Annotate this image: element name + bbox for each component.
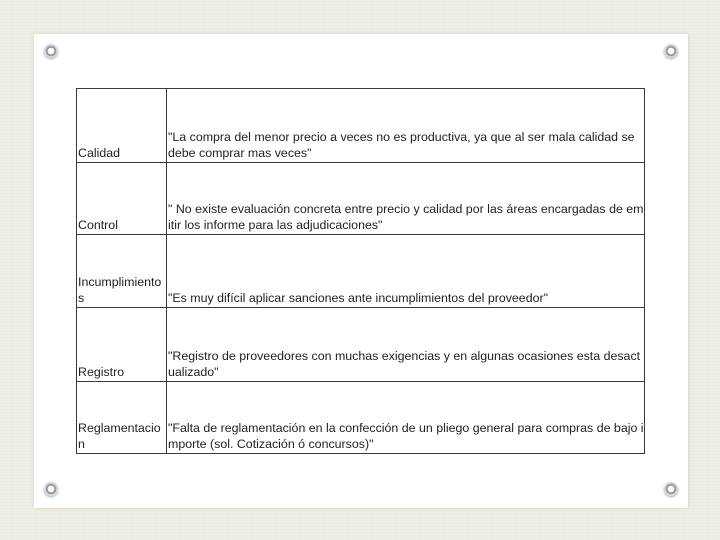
slide — [34, 34, 688, 508]
description-cell: "Registro de proveedores con muchas exigencias y en algunas ocasiones esta desactualizado" — [167, 308, 645, 382]
category-cell: Registro — [77, 308, 167, 382]
issues-table — [76, 88, 645, 454]
table-row — [77, 382, 645, 454]
table-row — [77, 89, 645, 163]
category-cell: Incumplimientos — [77, 235, 167, 308]
pin-icon — [664, 482, 678, 496]
category-cell: Control — [77, 163, 167, 235]
description-cell: "Es muy difícil aplicar sanciones ante incumplimientos del proveedor" — [167, 235, 645, 308]
pin-icon — [664, 44, 678, 58]
category-cell: Calidad — [77, 89, 167, 163]
description-cell: "La compra del menor precio a veces no es productiva, ya que al ser mala calidad se debe comprar mas veces" — [167, 89, 645, 163]
table-row — [77, 163, 645, 235]
description-cell: " No existe evaluación concreta entre precio y calidad por las áreas encargadas de emitir los informe para las adjudicaciones" — [167, 163, 645, 235]
table-row — [77, 235, 645, 308]
pin-icon — [44, 44, 58, 58]
pin-icon — [44, 482, 58, 496]
table-row — [77, 308, 645, 382]
description-cell: "Falta de reglamentación en la confección de un pliego general para compras de bajo importe (sol. Cotización ó concursos)" — [167, 382, 645, 454]
category-cell: Reglamentacion — [77, 382, 167, 454]
